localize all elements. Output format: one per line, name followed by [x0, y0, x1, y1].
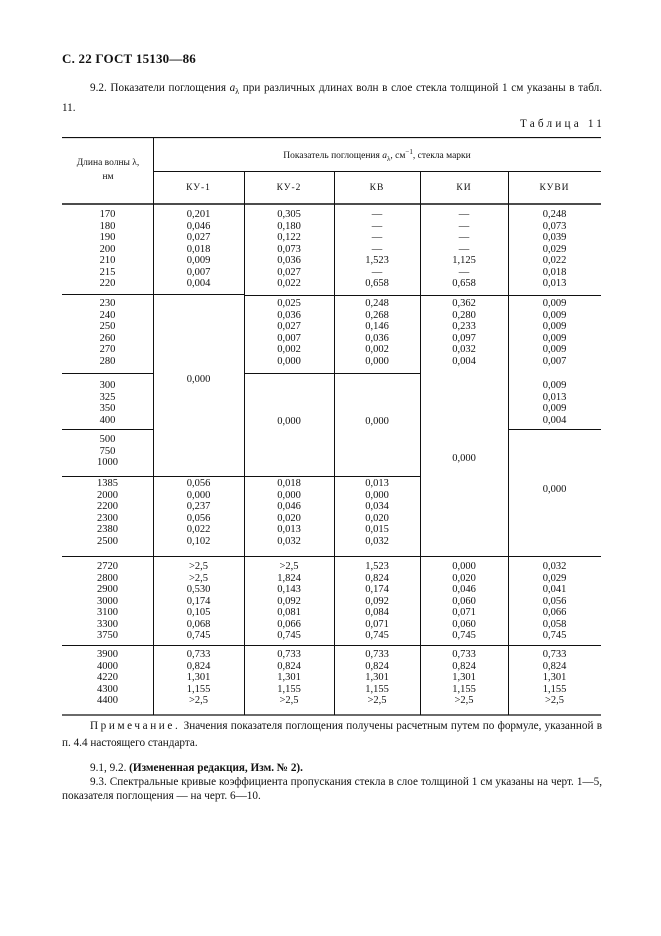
table-cell: 190 — [99, 232, 116, 243]
table-cell: 0,058 — [542, 618, 567, 630]
table-cell: 0,009 — [542, 298, 567, 309]
table-cell: 4300 — [97, 683, 118, 695]
table-cell: — — [458, 266, 470, 278]
table-cell: 0,046 — [277, 501, 301, 512]
table-cell: 0,824 — [452, 660, 476, 672]
merged-ki-300-2500: 0,000 — [452, 453, 476, 464]
table-cell: 1,301 — [452, 672, 476, 683]
cells-ki-group-6 — [420, 561, 508, 642]
table-cell: 4400 — [97, 695, 118, 706]
group-header-tail: , стекла марки — [412, 151, 471, 162]
table-cell: 0,658 — [365, 278, 389, 289]
table-cell: 2000 — [97, 489, 118, 501]
cells-wavelengths-group-4 — [62, 434, 153, 469]
table-cell: 350 — [99, 403, 116, 414]
table-cell: 0,009 — [542, 380, 567, 391]
table-cell: 500 — [99, 434, 116, 445]
cells-kv-group-6 — [334, 561, 420, 642]
table-cell: 0,084 — [365, 607, 389, 618]
revision-line — [62, 762, 602, 775]
table-cell: >2,5 — [367, 695, 387, 706]
table-cell: 0,039 — [542, 232, 567, 243]
table-cell: 0,009 — [542, 332, 567, 344]
table-cell: 0,092 — [277, 595, 301, 607]
table-cell: 1,301 — [277, 672, 301, 683]
table-cell: 3000 — [97, 595, 118, 607]
table-cell: 230 — [99, 298, 116, 309]
table-cell: 2500 — [97, 535, 118, 547]
table-cell: 0,007 — [542, 355, 567, 367]
cells-wavelengths-group-6 — [62, 561, 153, 642]
table-cell: 4220 — [97, 672, 118, 683]
table-cell: 250 — [99, 321, 116, 332]
table-cell: 0,056 — [186, 512, 211, 524]
table-cell: 2720 — [97, 561, 118, 572]
table-cell: >2,5 — [188, 561, 209, 572]
table-cell: 0,733 — [186, 649, 211, 660]
merged-ku1-230-1000: 0,000 — [186, 374, 211, 385]
table-cell: 0,060 — [452, 618, 476, 630]
intro-text-start: 9.2. Показатели поглощения — [90, 82, 230, 94]
table-cell: 0,000 — [365, 355, 389, 367]
table-cell: 0,237 — [186, 501, 211, 512]
table-cell: 0,102 — [186, 535, 211, 547]
table-cell: 0,745 — [277, 630, 301, 641]
table-cell: 3100 — [97, 607, 118, 618]
table-cell: 0,105 — [186, 607, 211, 618]
table-cell: 0,174 — [365, 584, 389, 595]
table-cell: >2,5 — [188, 695, 209, 706]
table-cell: 0,029 — [542, 572, 567, 584]
table-cell: 0,745 — [542, 630, 567, 641]
table-cell: 0,824 — [365, 660, 389, 672]
table-cell: 280 — [99, 355, 116, 367]
table-cell: 0,004 — [542, 414, 567, 426]
table-cell: 1,301 — [542, 672, 567, 683]
col-header-wavelength: Длина волны λ, нм — [76, 158, 140, 182]
table-cell: 0,009 — [542, 309, 567, 321]
table-cell: 0,027 — [186, 232, 211, 243]
table-cell: 0,041 — [542, 584, 567, 595]
table-cell: 0,092 — [365, 595, 389, 607]
cells-ki-group-7 — [420, 649, 508, 707]
table-cell: 0,027 — [277, 321, 301, 332]
table-cell: 0,733 — [452, 649, 476, 660]
table-cell: 0,009 — [542, 344, 567, 355]
paragraph-9-3: 9.3. Спектральные кривые коэффициента пропускания стекла в слое толщиной 1 см указаны на черт. 1—5, показателя поглощения — на черт. 6—10. — [62, 776, 602, 802]
table-cell: 1,155 — [186, 683, 211, 695]
table-cell: 1,155 — [452, 683, 476, 695]
table-cell: 0,013 — [277, 524, 301, 535]
table-cell: 180 — [99, 220, 116, 232]
table-cell: 0,000 — [365, 489, 389, 501]
cells-ku2-group-5 — [244, 478, 334, 547]
table-cell: 0,248 — [542, 209, 567, 220]
table-cell: 0,022 — [277, 278, 301, 289]
table-cell: 0,201 — [186, 209, 211, 220]
cells-ku2-group-1 — [244, 209, 334, 290]
table-cell: 0,146 — [365, 321, 389, 332]
table-cell: 0,180 — [277, 220, 301, 232]
table-cell: 0,733 — [365, 649, 389, 660]
table-cell: 400 — [99, 414, 116, 426]
table-cell: >2,5 — [188, 572, 209, 584]
symbol-lambda: λ — [235, 87, 240, 97]
merged-kv-300-1000: 0,000 — [365, 416, 389, 427]
table-cell: 0,032 — [542, 561, 567, 572]
cells-kv-group-1 — [334, 209, 420, 290]
cells-ku1-group-5 — [153, 478, 244, 547]
table-cell: 0,025 — [277, 298, 301, 309]
table-cell: 0,046 — [452, 584, 476, 595]
table-cell: 170 — [99, 209, 116, 220]
table-cell: 0,081 — [277, 607, 301, 618]
table-cell: 1,125 — [452, 255, 476, 266]
table-cell: 200 — [99, 243, 116, 255]
table-cell: 0,745 — [186, 630, 211, 641]
table-cell: — — [458, 243, 470, 255]
table-cell: 0,824 — [365, 572, 389, 584]
cells-kuvi-group-6 — [508, 561, 601, 642]
col-header-kv: КВ — [369, 183, 385, 193]
table-cell: 0,036 — [365, 332, 389, 344]
table-note — [62, 718, 602, 752]
table-cell: 0,009 — [542, 403, 567, 414]
table-cell: 1,523 — [365, 255, 389, 266]
table-cell: 0,032 — [365, 535, 389, 547]
col-header-ku1: КУ-1 — [186, 183, 211, 193]
table-cell: 220 — [99, 278, 116, 289]
table-cell: 0,009 — [186, 255, 211, 266]
note-label: Примечание. — [90, 720, 181, 732]
cells-kv-group-7 — [334, 649, 420, 707]
table-cell: — — [371, 209, 383, 220]
table-cell: 0,022 — [186, 524, 211, 535]
table-cell: 0,143 — [277, 584, 301, 595]
table-cell: 240 — [99, 309, 116, 321]
table-cell: 0,000 — [277, 489, 301, 501]
table-cell: >2,5 — [544, 695, 565, 706]
table-cell: 270 — [99, 344, 116, 355]
table-cell: 1,301 — [365, 672, 389, 683]
table-cell: 1,155 — [365, 683, 389, 695]
table-cell: 0,268 — [365, 309, 389, 321]
table-cell: 260 — [99, 332, 116, 344]
cells-wavelengths-group-2 — [62, 298, 153, 367]
cells-wavelengths-group-1 — [62, 209, 153, 290]
cells-ki-group-1 — [420, 209, 508, 290]
table-cell: 0,000 — [186, 489, 211, 501]
table-cell: 0,004 — [452, 355, 476, 367]
cells-ku1-group-7 — [153, 649, 244, 707]
cells-wavelengths-group-3 — [62, 380, 153, 426]
table-cell: — — [371, 232, 383, 243]
table-cell: 4000 — [97, 660, 118, 672]
table-cell: 0,056 — [542, 595, 567, 607]
table-cell: >2,5 — [454, 695, 474, 706]
table-cell: 0,046 — [186, 220, 211, 232]
group-header-sup: −1 — [405, 148, 413, 156]
table-cell: 0,036 — [277, 255, 301, 266]
table-cell: 0,248 — [365, 298, 389, 309]
table-cell: 0,824 — [542, 660, 567, 672]
table-cell: 0,004 — [186, 278, 211, 289]
page-header: С. 22 ГОСТ 15130—86 — [62, 51, 196, 66]
table-cell: 3300 — [97, 618, 118, 630]
table-cell: 0,000 — [452, 561, 476, 572]
table-cell: 0,013 — [542, 391, 567, 403]
table-cell: 210 — [99, 255, 116, 266]
table-cell: 0,009 — [542, 321, 567, 332]
table-cell: 1000 — [97, 457, 118, 468]
group-header-symbol: a — [382, 151, 388, 162]
table-cell: 0,233 — [452, 321, 476, 332]
table-cell: 0,122 — [277, 232, 301, 243]
col-header-kuvi: КУВИ — [539, 183, 570, 193]
cells-kuvi-group-3 — [508, 380, 601, 426]
cells-ku1-group-1 — [153, 209, 244, 290]
table-cell: 0,745 — [452, 630, 476, 641]
table-cell: 0,071 — [365, 618, 389, 630]
table-cell: >2,5 — [279, 695, 299, 706]
table-cell: 0,018 — [277, 478, 301, 489]
cells-ku2-group-6 — [244, 561, 334, 642]
table-cell: 1385 — [97, 478, 118, 489]
table-cell: 0,066 — [277, 618, 301, 630]
table-cell: 2900 — [97, 584, 118, 595]
table-cell: 0,032 — [452, 344, 476, 355]
cells-ku1-group-6 — [153, 561, 244, 642]
table-cell: 1,301 — [186, 672, 211, 683]
group-header-sub: λ — [387, 155, 391, 164]
table-cell: 2800 — [97, 572, 118, 584]
table-cell: 3750 — [97, 630, 118, 641]
table-cell: 1,155 — [542, 683, 567, 695]
table-cell: 0,007 — [186, 266, 211, 278]
table-cell: 0,097 — [452, 332, 476, 344]
table-cell: 0,658 — [452, 278, 476, 289]
merged-ku2-300-1000: 0,000 — [277, 416, 301, 427]
table-cell: 2380 — [97, 524, 118, 535]
cells-kv-group-5 — [334, 478, 420, 547]
table-cell: — — [458, 209, 470, 220]
table-cell: 0,073 — [277, 243, 301, 255]
col-header-ki: КИ — [456, 183, 472, 193]
table-cell: 0,824 — [277, 660, 301, 672]
table-cell: 0,022 — [542, 255, 567, 266]
table-cell: 0,745 — [365, 630, 389, 641]
group-header — [153, 147, 601, 166]
table-cell: 2300 — [97, 512, 118, 524]
table-cell: 0,060 — [452, 595, 476, 607]
note-text: Значения показателя поглощения получены расчетным путем по формуле, указанной в п. 4.4 настоящего стандарта. — [62, 720, 602, 749]
table-cell: 0,733 — [277, 649, 301, 660]
table-cell: 0,020 — [452, 572, 476, 584]
table-cell: 0,280 — [452, 309, 476, 321]
cells-wavelengths-group-5 — [62, 478, 153, 547]
cells-ki-group-2 — [420, 298, 508, 367]
table-cell: 0,013 — [542, 278, 567, 289]
table-cell: >2,5 — [279, 561, 299, 572]
absorption-table — [62, 137, 601, 716]
cells-ku2-group-7 — [244, 649, 334, 707]
col-header-ku2: КУ-2 — [276, 183, 302, 193]
table-cell: 215 — [99, 266, 116, 278]
table-cell: 0,071 — [452, 607, 476, 618]
cells-ku2-group-2 — [244, 298, 334, 367]
table-cell: 0,007 — [277, 332, 301, 344]
table-cell: 1,155 — [277, 683, 301, 695]
intro-text-end: при различных длинах волн в слое стекла толщиной 1 см указаны в табл. 11. — [62, 82, 602, 115]
table-cell: 1,523 — [365, 561, 389, 572]
merged-kuvi-500-2500: 0,000 — [542, 484, 567, 495]
table-cell: 0,073 — [542, 220, 567, 232]
table-cell: 0,002 — [365, 344, 389, 355]
table-cell: 0,305 — [277, 209, 301, 220]
table-cell: 0,530 — [186, 584, 211, 595]
table-cell: 0,015 — [365, 524, 389, 535]
table-cell: 325 — [99, 391, 116, 403]
cells-kuvi-group-1 — [508, 209, 601, 290]
table-cell: — — [458, 220, 470, 232]
revision-bold: (Измененная редакция, Изм. № 2). — [129, 762, 303, 774]
table-cell: 0,034 — [365, 501, 389, 512]
symbol-a: a — [229, 82, 236, 94]
table-cell: 0,020 — [277, 512, 301, 524]
table-cell: 0,362 — [452, 298, 476, 309]
cells-kuvi-group-7 — [508, 649, 601, 707]
table-cell: 0,174 — [186, 595, 211, 607]
table-cell: 0,018 — [186, 243, 211, 255]
table-cell: 0,002 — [277, 344, 301, 355]
table-cell: 750 — [99, 445, 116, 457]
table-cell: 2200 — [97, 501, 118, 512]
table-caption: Таблица 11 — [520, 118, 606, 130]
intro-paragraph — [62, 80, 602, 117]
table-cell: 0,032 — [277, 535, 301, 547]
table-cell: 0,029 — [542, 243, 567, 255]
table-cell: 0,013 — [365, 478, 389, 489]
table-cell: 0,056 — [186, 478, 211, 489]
table-cell: 0,000 — [277, 355, 301, 367]
table-cell: — — [371, 220, 383, 232]
table-cell: 0,027 — [277, 266, 301, 278]
table-cell: — — [371, 266, 383, 278]
cells-kv-group-2 — [334, 298, 420, 367]
revision-prefix: 9.1, 9.2. — [90, 762, 130, 774]
group-header-text: Показатель поглощения — [283, 151, 383, 162]
table-cell: 300 — [99, 380, 116, 391]
cells-wavelengths-group-7 — [62, 649, 153, 707]
table-cell: 1,824 — [277, 572, 301, 584]
table-cell: 0,824 — [186, 660, 211, 672]
cells-kuvi-group-2 — [508, 298, 601, 367]
table-cell: — — [458, 232, 470, 243]
table-cell: — — [371, 243, 383, 255]
table-cell: 0,733 — [542, 649, 567, 660]
table-cell: 0,020 — [365, 512, 389, 524]
table-cell: 0,068 — [186, 618, 211, 630]
group-header-unit: , см — [390, 151, 406, 162]
table-cell: 0,036 — [277, 309, 301, 321]
table-cell: 0,018 — [542, 266, 567, 278]
table-cell: 0,066 — [542, 607, 567, 618]
table-cell: 3900 — [97, 649, 118, 660]
